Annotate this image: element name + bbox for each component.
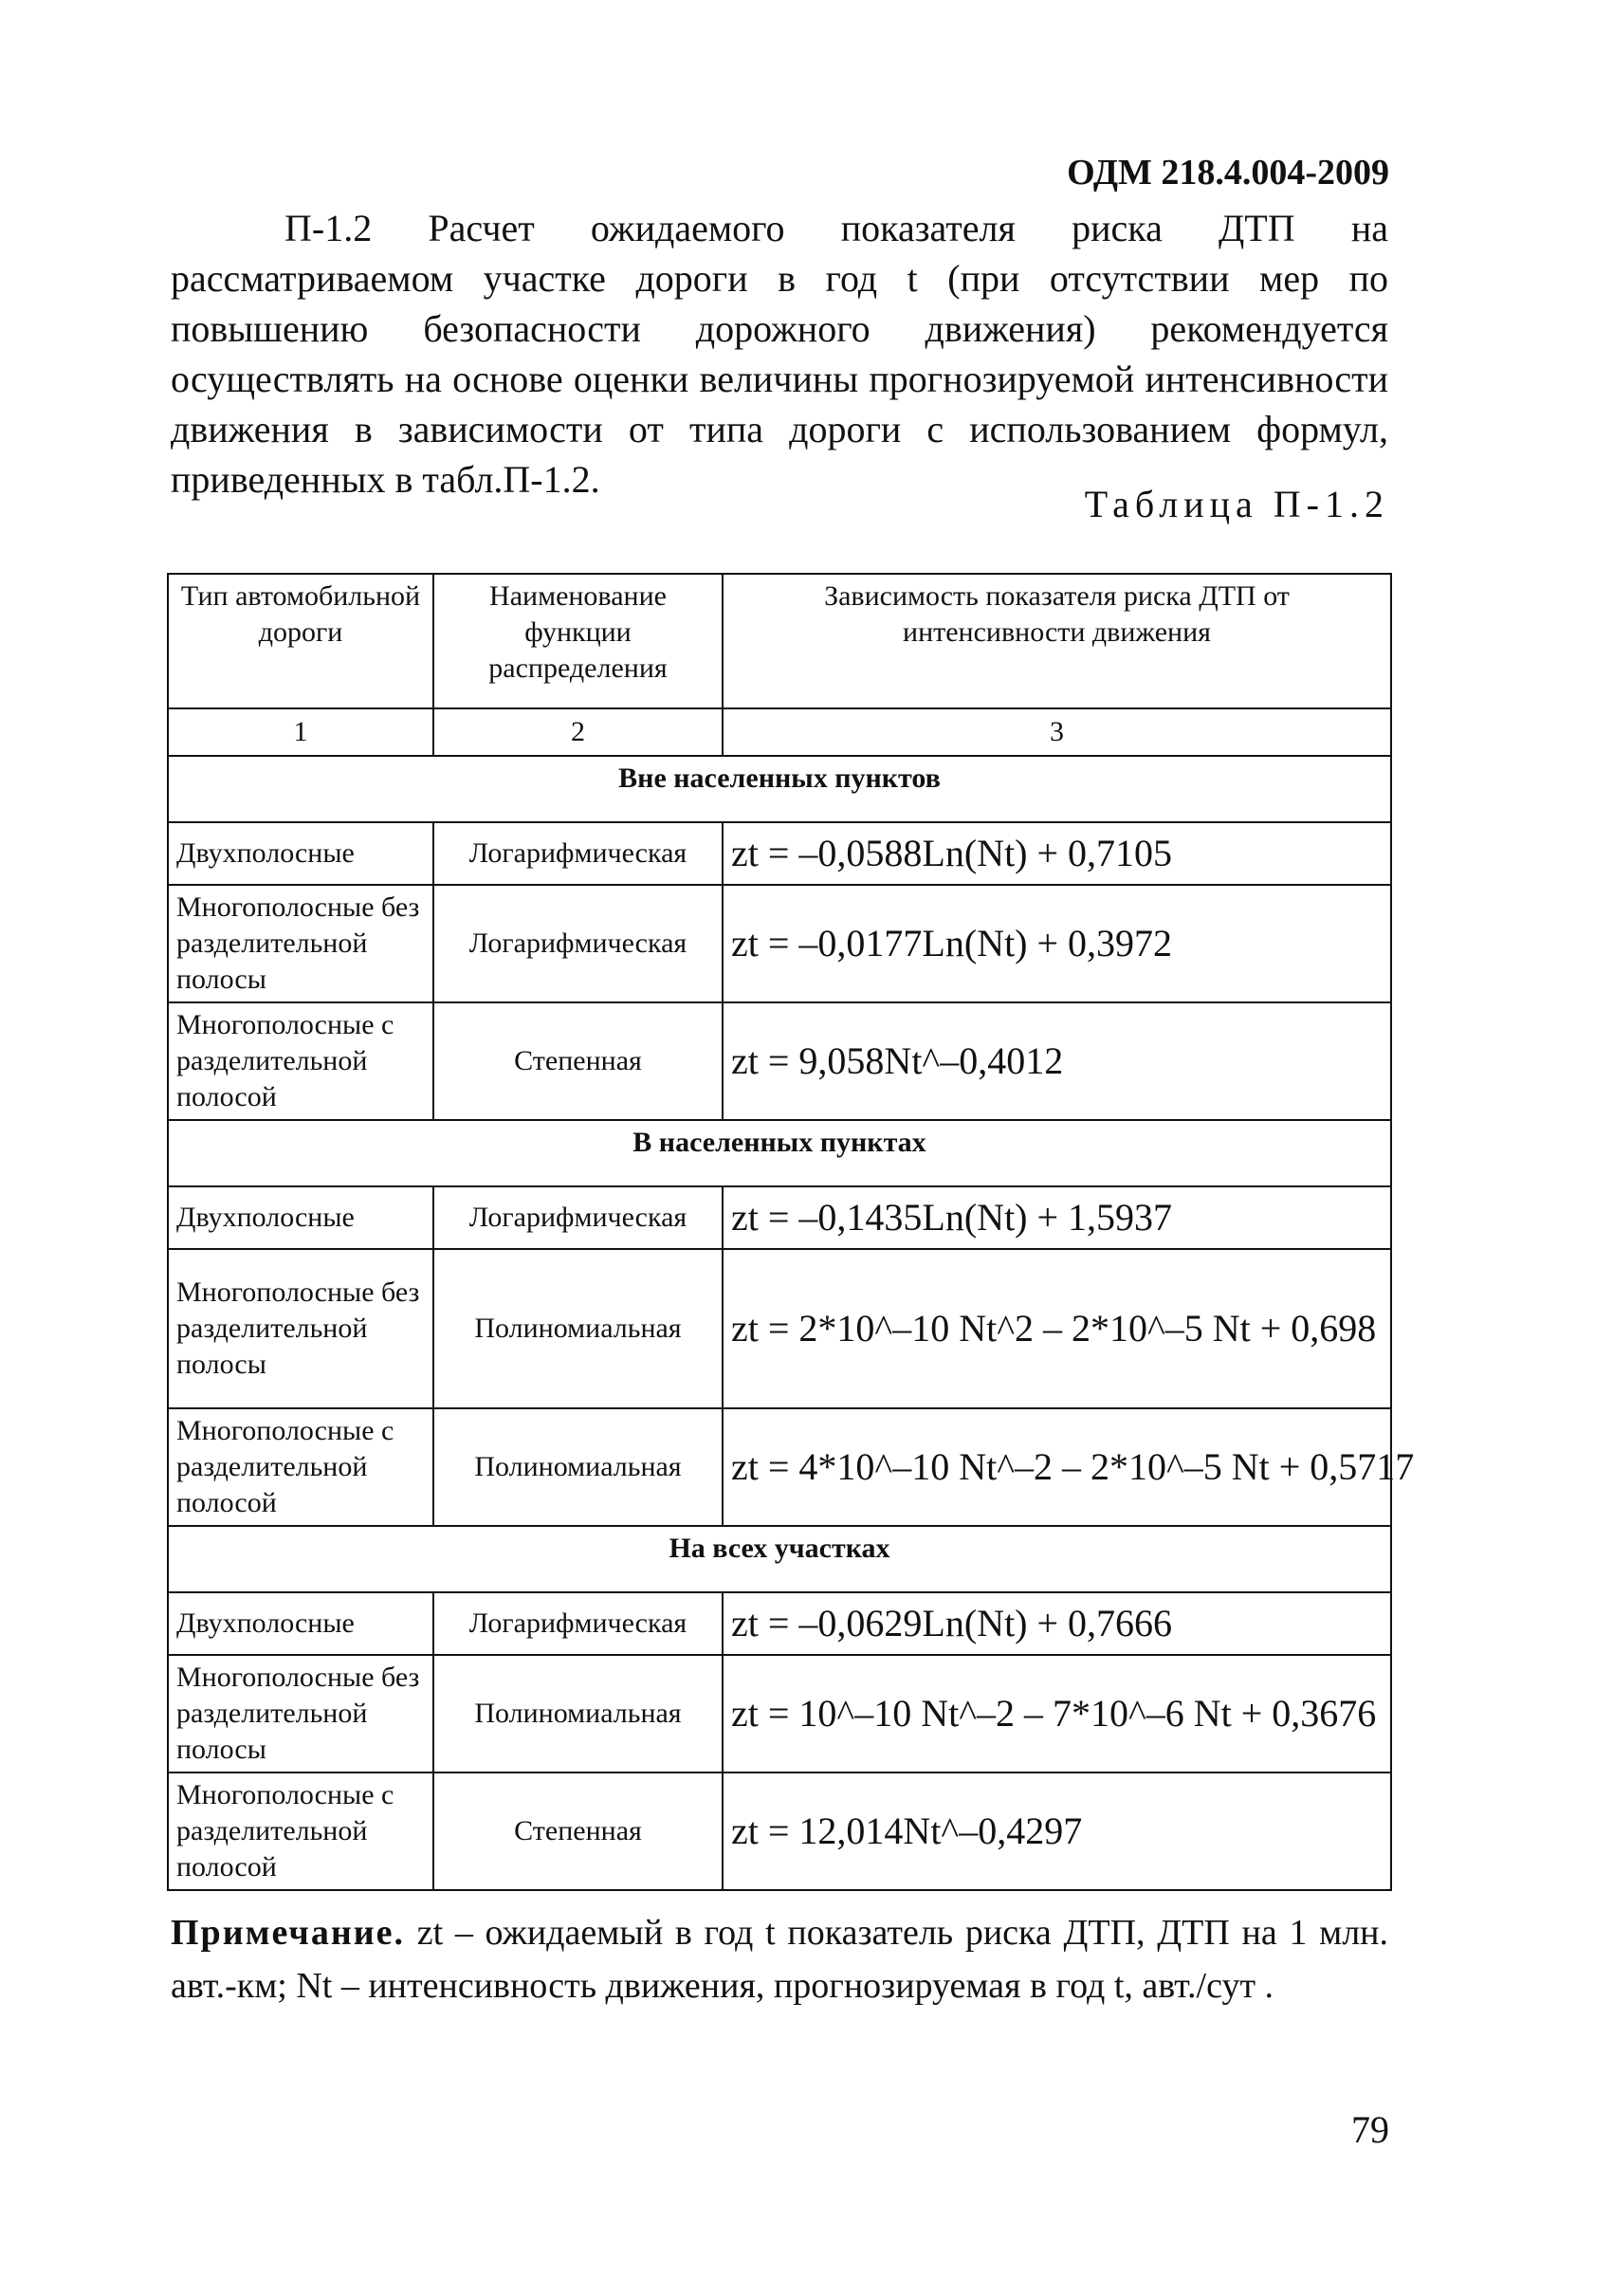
column-number: 1 bbox=[168, 708, 433, 756]
table-row bbox=[168, 885, 1391, 1002]
section-row bbox=[168, 1120, 1391, 1186]
formula-cell: zt = 4*10^–10 Nt^–2 – 2*10^–5 Nt + 0,5717 bbox=[723, 1408, 1391, 1526]
function-cell: Логарифмическая bbox=[433, 822, 723, 885]
function-cell: Логарифмическая bbox=[433, 1592, 723, 1655]
table-caption: Таблица П-1.2 bbox=[1084, 483, 1389, 525]
section-row bbox=[168, 1526, 1391, 1592]
formula-cell: zt = 10^–10 Nt^–2 – 7*10^–6 Nt + 0,3676 bbox=[723, 1655, 1391, 1773]
table-row bbox=[168, 1249, 1391, 1408]
table-row bbox=[168, 822, 1391, 885]
road-type-cell: Многополосные с разделительной полосой bbox=[168, 1773, 433, 1890]
header-cell-type: Тип автомобильной дороги bbox=[168, 574, 433, 708]
function-cell: Полиномиальная bbox=[433, 1655, 723, 1773]
road-type-cell: Многополосные без разделительной полосы bbox=[168, 1655, 433, 1773]
function-cell: Логарифмическая bbox=[433, 885, 723, 1002]
table-row bbox=[168, 1655, 1391, 1773]
road-type-cell: Многополосные с разделительной полосой bbox=[168, 1002, 433, 1120]
function-cell: Полиномиальная bbox=[433, 1249, 723, 1408]
section-title: В населенных пунктах bbox=[168, 1120, 1391, 1186]
formula-cell: zt = –0,0177Ln(Nt) + 0,3972 bbox=[723, 885, 1391, 1002]
document-code: ОДМ 218.4.004-2009 bbox=[1067, 153, 1389, 193]
formula-cell: zt = 9,058Nt^–0,4012 bbox=[723, 1002, 1391, 1120]
header-cell-dependency: Зависимость показателя риска ДТП от интенсивности движения bbox=[723, 574, 1391, 708]
formula-cell: zt = –0,1435Ln(Nt) + 1,5937 bbox=[723, 1186, 1391, 1249]
table-header-row bbox=[168, 574, 1391, 708]
note-text: zt – ожидаемый в год t показатель риска ДТП, ДТП на 1 млн. авт.-км; Nt – интенсивность движения, прогнозируемая в год t, авт./сут . bbox=[171, 1913, 1388, 2006]
note-label: Примечание. bbox=[171, 1913, 405, 1953]
formula-cell: zt = –0,0588Ln(Nt) + 0,7105 bbox=[723, 822, 1391, 885]
table-row bbox=[168, 1002, 1391, 1120]
section-title: На всех участках bbox=[168, 1526, 1391, 1592]
column-number-row bbox=[168, 708, 1391, 756]
column-number: 2 bbox=[433, 708, 723, 756]
header-cell-function: Наименование функции распределения bbox=[433, 574, 723, 708]
road-type-cell: Двухполосные bbox=[168, 1186, 433, 1249]
table-row bbox=[168, 1408, 1391, 1526]
formula-cell: zt = 12,014Nt^–0,4297 bbox=[723, 1773, 1391, 1890]
function-cell: Полиномиальная bbox=[433, 1408, 723, 1526]
table-row bbox=[168, 1186, 1391, 1249]
road-type-cell: Многополосные без разделительной полосы bbox=[168, 1249, 433, 1408]
table-note bbox=[171, 1906, 1388, 2012]
function-cell: Степенная bbox=[433, 1773, 723, 1890]
formula-cell: zt = 2*10^–10 Nt^2 – 2*10^–5 Nt + 0,698 bbox=[723, 1249, 1391, 1408]
function-cell: Логарифмическая bbox=[433, 1186, 723, 1249]
intro-text: П-1.2 Расчет ожидаемого показателя риска ДТП на рассматриваемом участке дороги в год t (при отсутствии мер по повышению безопасности дорожного движения) рекомендуется осуществлять на основе оценки величины прогнозируемой интенсивности движения в зависимости от типа дороги с использованием формул, приведенных в табл.П-1.2. bbox=[171, 207, 1388, 501]
road-type-cell: Двухполосные bbox=[168, 1592, 433, 1655]
table-row bbox=[168, 1592, 1391, 1655]
road-type-cell: Многополосные с разделительной полосой bbox=[168, 1408, 433, 1526]
formula-cell: zt = –0,0629Ln(Nt) + 0,7666 bbox=[723, 1592, 1391, 1655]
road-type-cell: Многополосные без разделительной полосы bbox=[168, 885, 433, 1002]
table-row bbox=[168, 1773, 1391, 1890]
risk-table bbox=[167, 573, 1415, 1891]
page-number: 79 bbox=[1351, 2108, 1389, 2151]
road-type-cell: Двухполосные bbox=[168, 822, 433, 885]
section-title: Вне населенных пунктов bbox=[168, 756, 1391, 822]
column-number: 3 bbox=[723, 708, 1391, 756]
section-row bbox=[168, 756, 1391, 822]
intro-paragraph bbox=[171, 203, 1388, 505]
function-cell: Степенная bbox=[433, 1002, 723, 1120]
